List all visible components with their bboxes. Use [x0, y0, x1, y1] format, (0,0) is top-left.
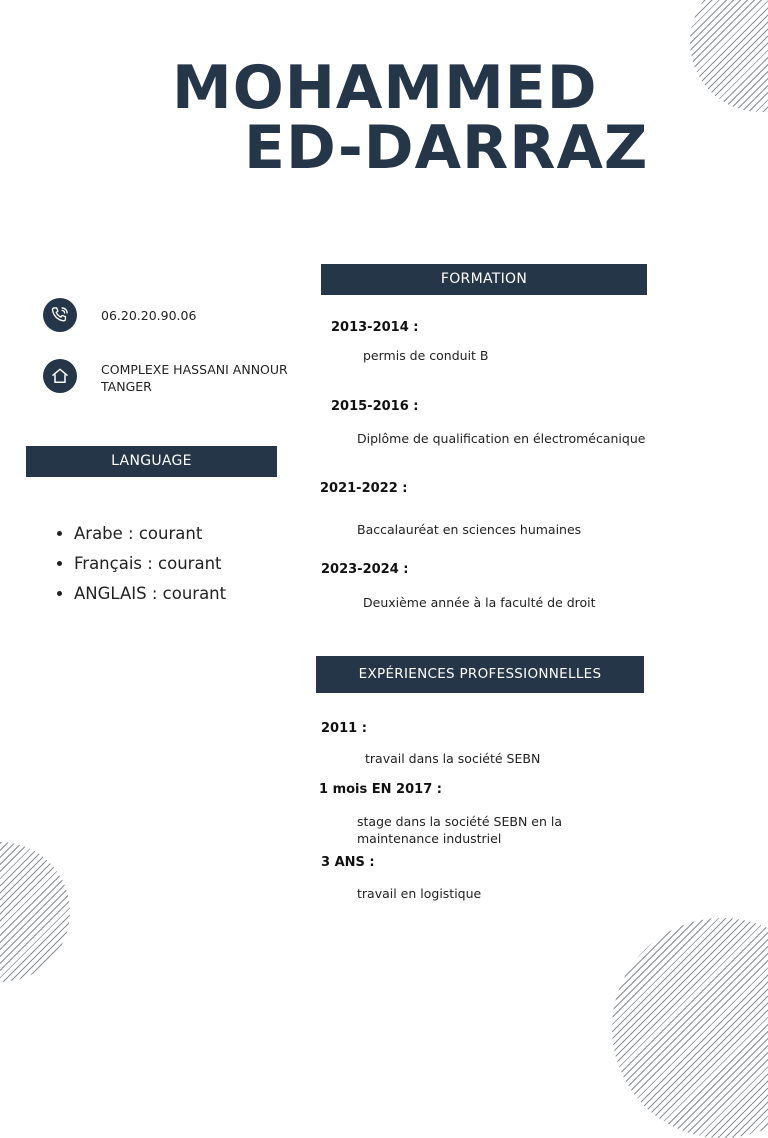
contact-address — [101, 361, 321, 395]
experience-period: 1 mois EN 2017 : — [319, 782, 442, 797]
address-line-1: COMPLEXE HASSANI ANNOUR — [101, 362, 288, 377]
formation-section-title: FORMATION — [321, 264, 647, 295]
contact-phone: 06.20.20.90.06 — [101, 308, 197, 323]
address-line-2: TANGER — [101, 379, 152, 394]
formation-year: 2013-2014 : — [331, 320, 419, 335]
experience-desc: travail en logistique — [357, 886, 482, 901]
language-item: • Arabe : courant — [74, 519, 226, 549]
formation-desc: Deuxième année à la faculté de droit — [363, 595, 596, 610]
name-last: ED-DARRAZ — [244, 113, 649, 183]
language-list — [48, 519, 226, 609]
formation-year: 2015-2016 : — [331, 399, 419, 414]
home-icon — [43, 359, 77, 393]
formation-desc: Diplôme de qualification en électromécanique — [357, 431, 646, 446]
language-item: • ANGLAIS : courant — [74, 579, 226, 609]
phone-icon — [43, 298, 77, 332]
formation-year: 2021-2022 : — [320, 481, 408, 496]
experience-period: 2011 : — [321, 721, 367, 736]
decorative-circle-bottom-right — [612, 918, 768, 1138]
decorative-circle-bottom-left — [0, 842, 70, 982]
experience-section-title: EXPÉRIENCES PROFESSIONNELLES — [316, 656, 644, 693]
formation-year: 2023-2024 : — [321, 562, 409, 577]
experience-desc: stage dans la société SEBN en la maintenance industriel — [357, 814, 562, 846]
language-section-title: LANGUAGE — [26, 446, 277, 477]
decorative-circle-top-right — [690, 0, 768, 112]
experience-period: 3 ANS : — [321, 855, 375, 870]
language-item: • Français : courant — [74, 549, 226, 579]
name-first: MOHAMMED — [172, 53, 598, 123]
formation-desc: Baccalauréat en sciences humaines — [357, 522, 582, 537]
experience-desc: travail dans la société SEBN — [365, 751, 541, 766]
formation-desc: permis de conduit B — [363, 348, 489, 363]
